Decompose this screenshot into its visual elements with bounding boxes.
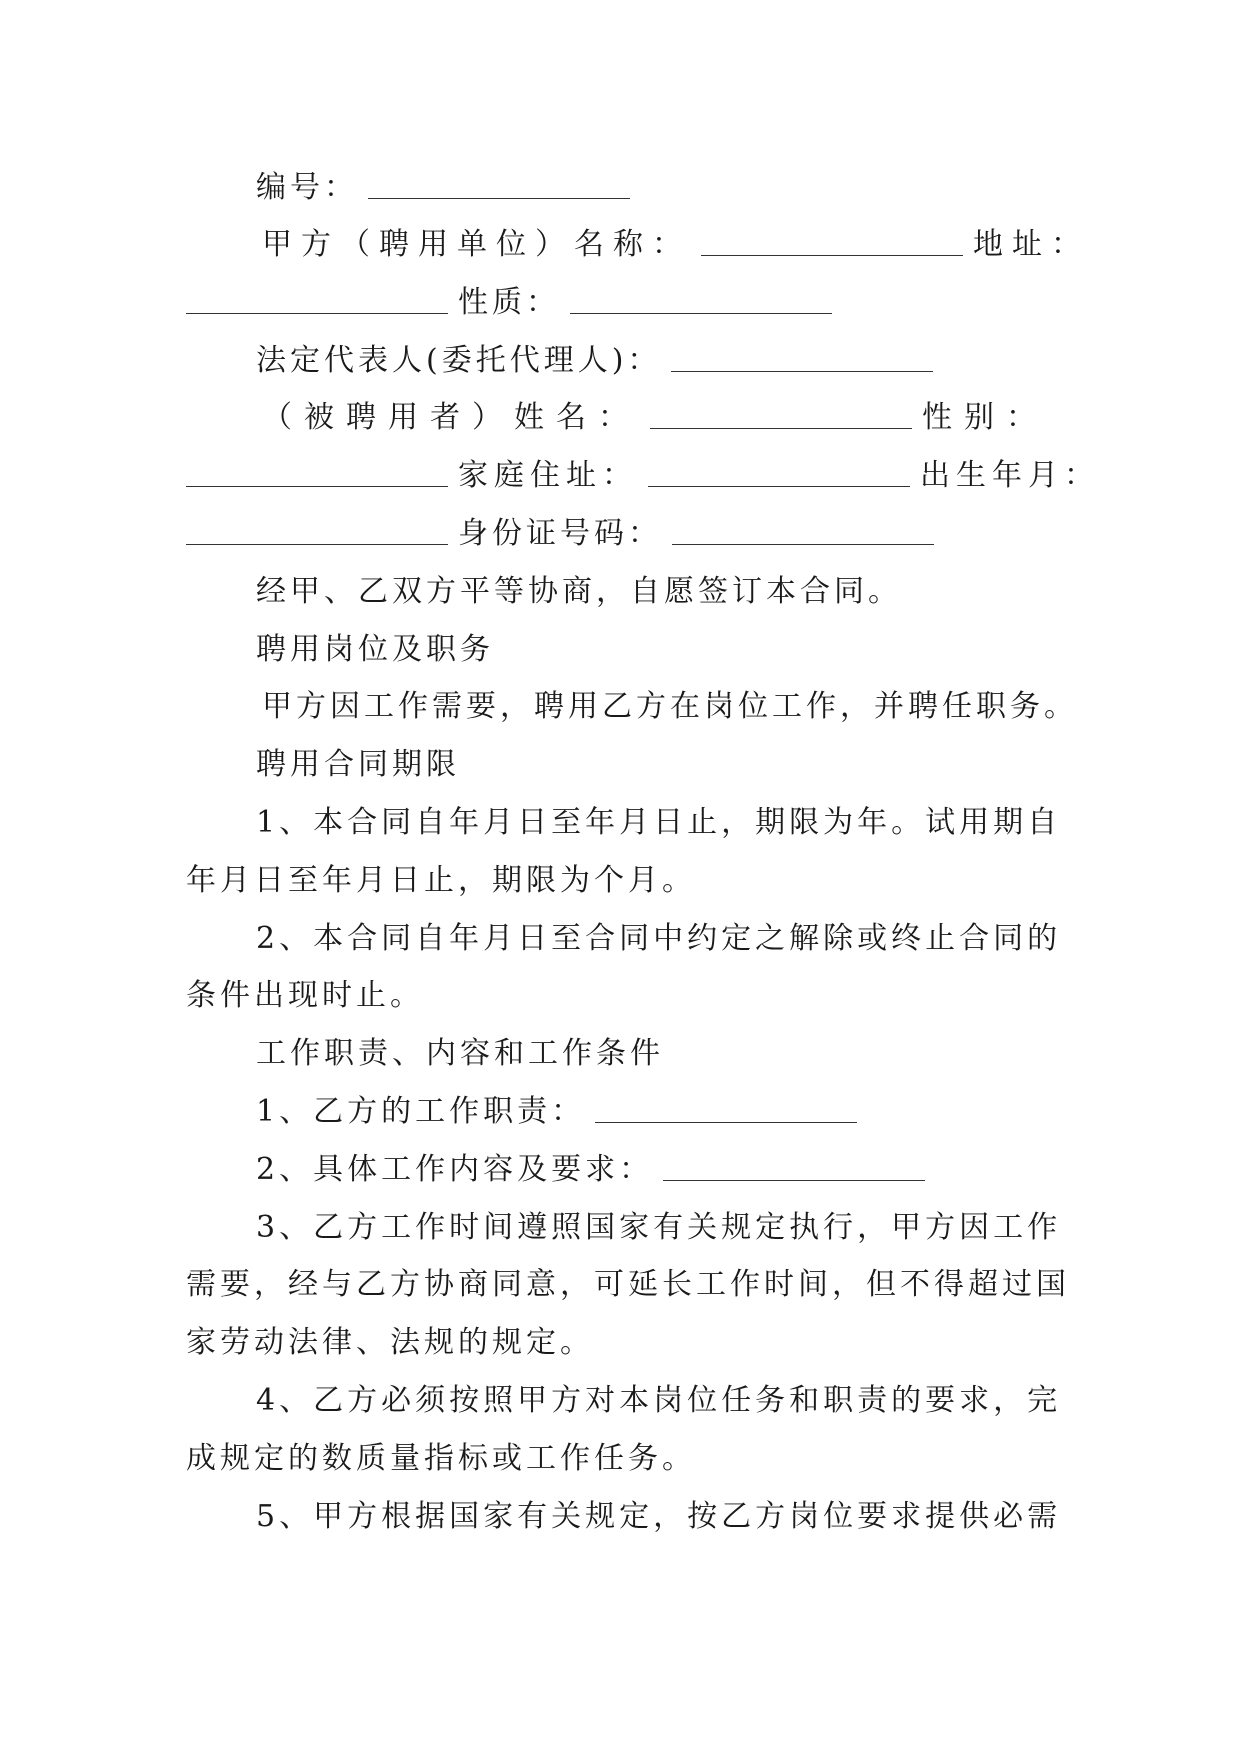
intro-paragraph: 经甲、乙双方平等协商，自愿签订本合同。 <box>256 574 902 609</box>
party-b-birth-blank[interactable] <box>186 514 448 545</box>
duties-item1-blank[interactable] <box>595 1092 857 1123</box>
duties-item1-line <box>256 1092 867 1132</box>
section-position-title: 聘用岗位及职务 <box>256 632 494 667</box>
number-blank[interactable] <box>368 168 630 199</box>
party-a-nature-blank[interactable] <box>570 283 832 314</box>
number-line <box>256 168 640 208</box>
term-item2-line1: 2、本合同自年月日至合同中约定之解除或终止合同的 <box>256 921 1062 956</box>
section-position-text: 甲方因工作需要，聘用乙方在岗位工作，并聘任职务。 <box>262 689 1078 724</box>
duties-item1-label: 1、乙方的工作职责： <box>256 1094 586 1129</box>
party-b-id-label: 身份证号码： <box>458 516 662 551</box>
party-a-nature-label: 性质： <box>458 285 560 320</box>
party-b-id-line <box>186 514 944 554</box>
duties-item2-label: 2、具体工作内容及要求： <box>256 1152 654 1187</box>
term-item2-line2: 条件出现时止。 <box>186 978 424 1013</box>
duties-item3-line3: 家劳动法律、法规的规定。 <box>186 1325 594 1360</box>
term-item1-line2: 年月日至年月日止，期限为个月。 <box>186 863 696 898</box>
party-b-address-line <box>186 456 1100 496</box>
party-b-birth-label: 出生年月： <box>920 458 1100 493</box>
party-b-name-line <box>262 398 1048 438</box>
duties-item2-line <box>256 1150 935 1190</box>
party-b-home-address-blank[interactable] <box>648 456 910 487</box>
party-b-gender-blank[interactable] <box>186 456 448 487</box>
duties-item5-line1: 5、甲方根据国家有关规定，按乙方岗位要求提供必需 <box>256 1499 1062 1534</box>
section-term-title: 聘用合同期限 <box>256 747 460 782</box>
duties-item3-line2: 需要，经与乙方协商同意，可延长工作时间，但不得超过国 <box>186 1267 1070 1302</box>
party-b-name-blank[interactable] <box>650 398 912 429</box>
party-a-address-blank[interactable] <box>186 283 448 314</box>
duties-item3-line1: 3、乙方工作时间遵照国家有关规定执行，甲方因工作 <box>256 1210 1062 1245</box>
duties-item4-line2: 成规定的数质量指标或工作任务。 <box>186 1441 696 1476</box>
number-label: 编号： <box>256 170 358 205</box>
party-a-nature-line <box>186 283 842 323</box>
party-a-name-blank[interactable] <box>701 225 963 256</box>
party-b-gender-label: 性别： <box>922 400 1048 435</box>
party-b-name-label: （被聘用者）姓名： <box>262 400 640 435</box>
legal-rep-blank[interactable] <box>671 341 933 372</box>
term-item1-line1: 1、本合同自年月日至年月日止，期限为年。试用期自 <box>256 805 1062 840</box>
party-a-address-label: 地址： <box>973 227 1090 262</box>
party-b-id-blank[interactable] <box>672 514 934 545</box>
duties-item4-line1: 4、乙方必须按照甲方对本岗位任务和职责的要求，完 <box>256 1383 1062 1418</box>
party-b-home-address-label: 家庭住址： <box>458 458 638 493</box>
party-a-name-line <box>262 225 1090 265</box>
section-duties-title: 工作职责、内容和工作条件 <box>256 1036 664 1071</box>
party-a-name-label: 甲方（聘用单位）名称： <box>262 227 691 262</box>
legal-rep-line <box>256 341 943 381</box>
duties-item2-blank[interactable] <box>663 1150 925 1181</box>
legal-rep-label: 法定代表人(委托代理人)： <box>256 343 662 378</box>
